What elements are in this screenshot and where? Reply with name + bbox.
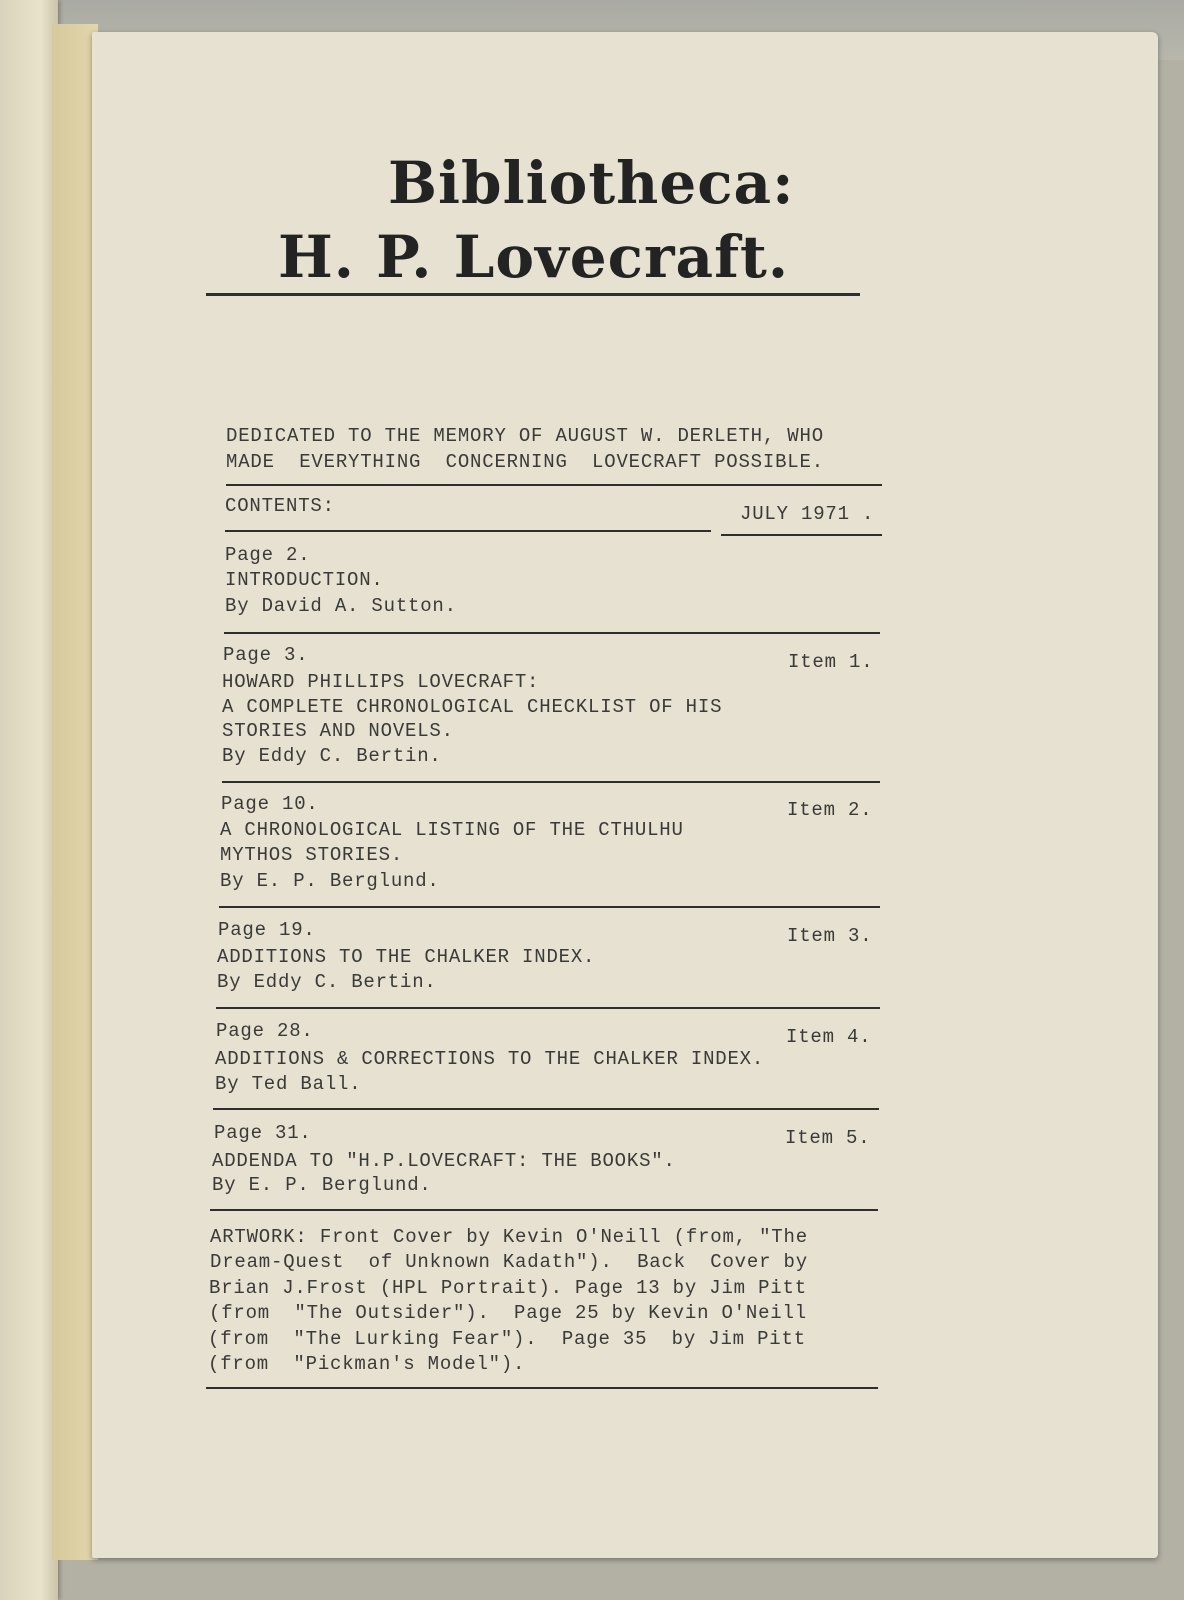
entry-item-number: Item 1. [788,651,874,673]
divider [225,530,711,532]
divider [206,1387,878,1389]
artwork-line: (from "The Outsider"). Page 25 by Kevin O'Neill [209,1302,807,1324]
divider [216,1007,880,1009]
entry-author: By E. P. Berglund. [220,870,440,892]
entry-author: By Eddy C. Bertin. [222,745,442,767]
issue-date: JULY 1971 . [740,503,875,525]
cover-edge [0,0,58,1600]
entry-page-number: Page 10. [221,793,319,815]
entry-title-line: STORIES AND NOVELS. [222,720,454,742]
entry-page-number: Page 31. [214,1122,312,1144]
entry-item-number: Item 3. [787,925,873,947]
entry-author: By Eddy C. Bertin. [217,971,437,993]
entry-title-line: ADDITIONS & CORRECTIONS TO THE CHALKER INDEX. [215,1048,765,1070]
entry-page-number: Page 3. [223,644,309,666]
entry-title-line: ADDITIONS TO THE CHALKER INDEX. [217,946,596,968]
artwork-line: ARTWORK: Front Cover by Kevin O'Neill (from, "The [210,1226,808,1248]
artwork-line: Dream-Quest of Unknown Kadath"). Back Cover by [210,1251,808,1273]
entry-title-line: A COMPLETE CHRONOLOGICAL CHECKLIST OF HIS [222,696,723,718]
entry-page-number: Page 2. [225,544,311,566]
entry-title-line: A CHRONOLOGICAL LISTING OF THE CTHULHU [220,819,684,841]
entry-title-line: ADDENDA TO "H.P.LOVECRAFT: THE BOOKS". [212,1150,676,1172]
divider [210,1209,878,1211]
dedication-line1: DEDICATED TO THE MEMORY OF AUGUST W. DERLETH, WHO [226,425,824,447]
entry-page-number: Page 19. [218,919,316,941]
entry-author: By David A. Sutton. [225,595,457,617]
divider [222,781,880,783]
artwork-line: (from "The Lurking Fear"). Page 35 by Jim Pitt [208,1328,806,1350]
entry-title-line: MYTHOS STORIES. [220,844,404,866]
dedication-line2: MADE EVERYTHING CONCERNING LOVECRAFT POSSIBLE. [226,451,824,473]
artwork-line: Brian J.Frost (HPL Portrait). Page 13 by Jim Pitt [209,1277,807,1299]
divider [226,484,882,486]
masthead-title-line1: Bibliotheca: [388,149,795,217]
entry-title-line: HOWARD PHILLIPS LOVECRAFT: [222,671,540,693]
masthead-title-line2: H. P. Lovecraft. [278,223,790,291]
entry-item-number: Item 2. [787,799,873,821]
divider [219,906,880,908]
entry-item-number: Item 5. [785,1127,871,1149]
entry-title-line: INTRODUCTION. [225,569,384,591]
divider [213,1108,879,1110]
entry-author: By E. P. Berglund. [212,1174,432,1196]
entry-author: By Ted Ball. [215,1073,362,1095]
divider [224,632,880,634]
entry-item-number: Item 4. [786,1026,872,1048]
entry-page-number: Page 28. [216,1020,314,1042]
contents-label: CONTENTS: [225,495,335,517]
divider [721,534,882,536]
masthead-rule [206,293,860,296]
artwork-line: (from "Pickman's Model"). [208,1353,526,1375]
